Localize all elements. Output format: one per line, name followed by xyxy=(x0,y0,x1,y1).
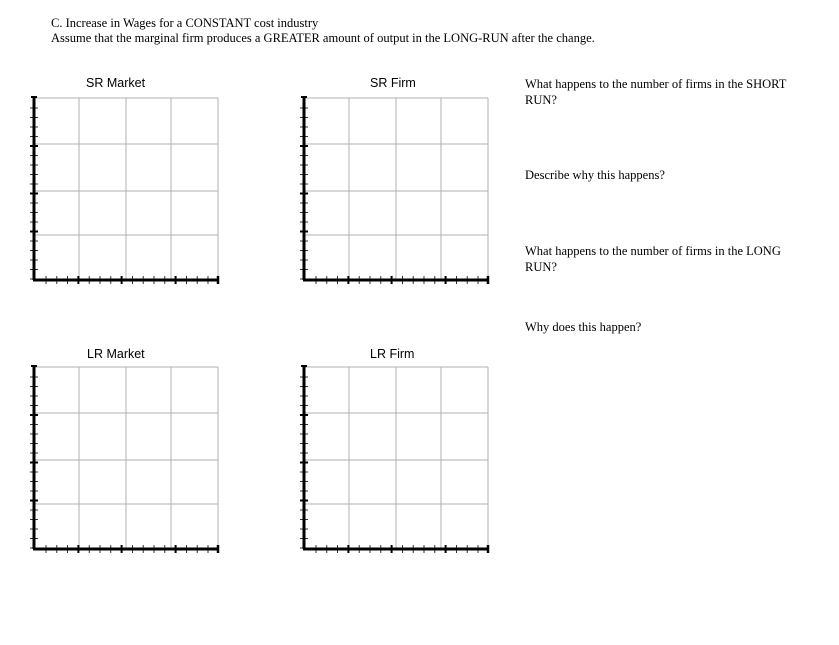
sr-firm-grid[interactable] xyxy=(298,96,498,296)
sr-firm-title: SR Firm xyxy=(370,76,416,90)
question-lr-firms: What happens to the number of firms in the LONG RUN? xyxy=(525,244,781,274)
lr-firm-grid[interactable] xyxy=(298,365,498,565)
sr-market-title: SR Market xyxy=(86,76,146,90)
assumption-text: Assume that the marginal firm produces a GREATER amount of output in the LONG-RUN after the change. xyxy=(51,31,595,45)
lr-market-grid[interactable] xyxy=(28,365,228,565)
question-describe-why: Describe why this happens? xyxy=(525,168,665,182)
lr-market-title: LR Market xyxy=(87,347,145,361)
lr-market-graph xyxy=(28,347,328,562)
lr-firm-graph xyxy=(298,347,598,562)
lr-firm-title: LR Firm xyxy=(370,347,415,361)
question-sr-firms: What happens to the number of firms in the SHORT RUN? xyxy=(525,77,787,107)
question-why-happen: Why does this happen? xyxy=(525,320,642,334)
worksheet-heading xyxy=(51,16,595,46)
sr-market-grid[interactable] xyxy=(28,96,228,296)
section-title: C. Increase in Wages for a CONSTANT cost industry xyxy=(51,16,319,30)
sr-market-graph xyxy=(28,76,328,291)
